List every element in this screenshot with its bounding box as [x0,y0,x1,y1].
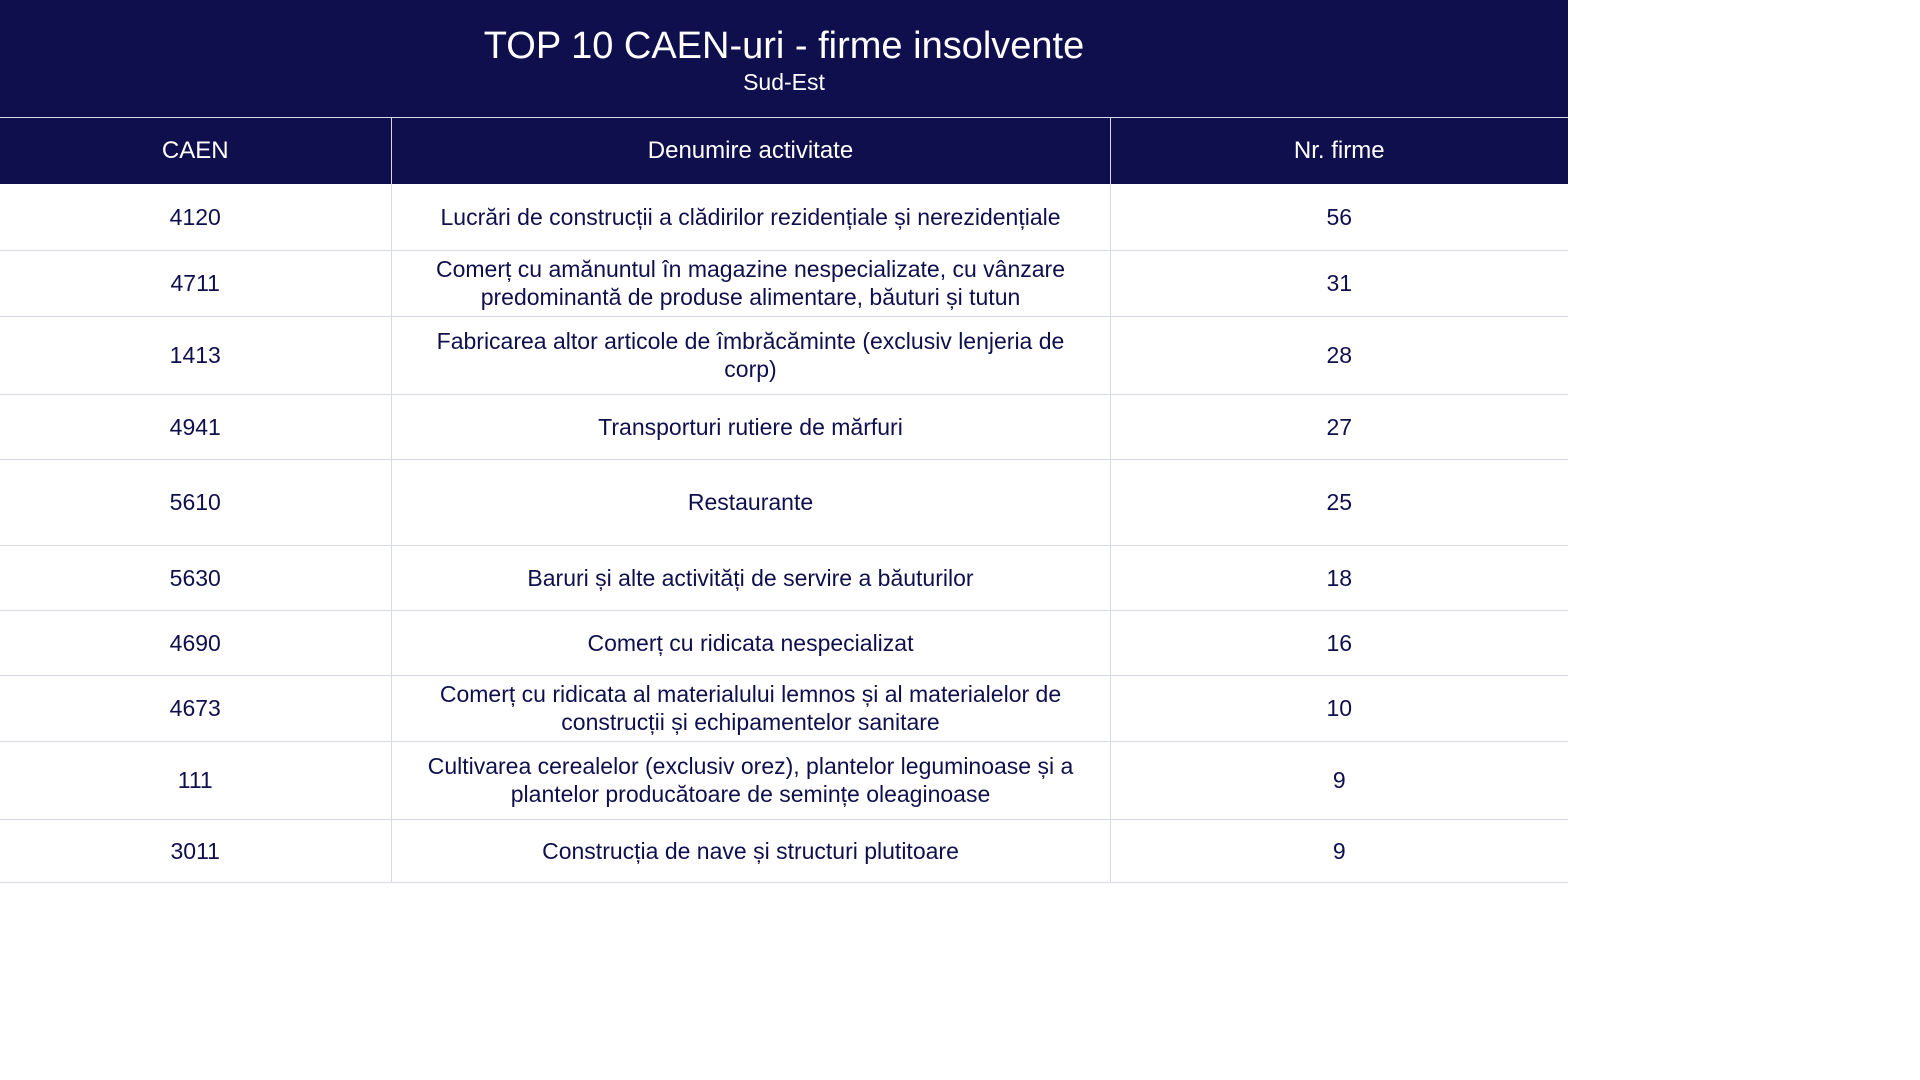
cell-activity: Lucrări de construcții a clădirilor rezidențiale și nerezidențiale [391,184,1110,250]
column-header-row [0,118,1568,184]
caen-table [0,118,1568,883]
table-row [0,250,1568,316]
table-row [0,394,1568,459]
table-row [0,459,1568,545]
table-subtitle: Sud-Est [743,69,825,95]
cell-activity: Construcția de nave și structuri plutitoare [391,819,1110,882]
cell-count: 16 [1110,610,1568,675]
cell-caen: 3011 [0,819,391,882]
cell-count: 25 [1110,459,1568,545]
cell-activity: Restaurante [391,459,1110,545]
cell-activity: Fabricarea altor articole de îmbrăcăminte (exclusiv lenjeria de corp) [391,316,1110,394]
cell-activity: Baruri și alte activități de servire a băuturilor [391,545,1110,610]
cell-caen: 5630 [0,545,391,610]
table-row [0,316,1568,394]
cell-count: 9 [1110,819,1568,882]
cell-count: 10 [1110,675,1568,741]
cell-caen: 4673 [0,675,391,741]
table-row [0,610,1568,675]
cell-count: 56 [1110,184,1568,250]
table-title: TOP 10 CAEN-uri - firme insolvente [483,25,1085,67]
cell-caen: 4120 [0,184,391,250]
cell-caen: 1413 [0,316,391,394]
cell-caen: 4941 [0,394,391,459]
table-row [0,184,1568,250]
table-row [0,819,1568,882]
column-header-activity: Denumire activitate [391,118,1110,184]
cell-caen: 5610 [0,459,391,545]
cell-activity: Comerț cu ridicata al materialului lemnos și al materialelor de construcții și echipamentelor sanitare [391,675,1110,741]
cell-activity: Cultivarea cerealelor (exclusiv orez), plantelor leguminoase și a plantelor producătoare de semințe oleaginoase [391,741,1110,819]
table-row [0,741,1568,819]
cell-caen: 111 [0,741,391,819]
cell-count: 27 [1110,394,1568,459]
cell-activity: Transporturi rutiere de mărfuri [391,394,1110,459]
cell-count: 28 [1110,316,1568,394]
cell-count: 18 [1110,545,1568,610]
cell-count: 31 [1110,250,1568,316]
cell-count: 9 [1110,741,1568,819]
table-row [0,675,1568,741]
column-header-caen: CAEN [0,118,391,184]
cell-activity: Comerț cu ridicata nespecializat [391,610,1110,675]
cell-caen: 4690 [0,610,391,675]
cell-caen: 4711 [0,250,391,316]
cell-activity: Comerț cu amănuntul în magazine nespecializate, cu vânzare predominantă de produse alimentare, băuturi și tutun [391,250,1110,316]
table-row [0,545,1568,610]
column-header-count: Nr. firme [1110,118,1568,184]
table-header-banner [0,0,1568,118]
